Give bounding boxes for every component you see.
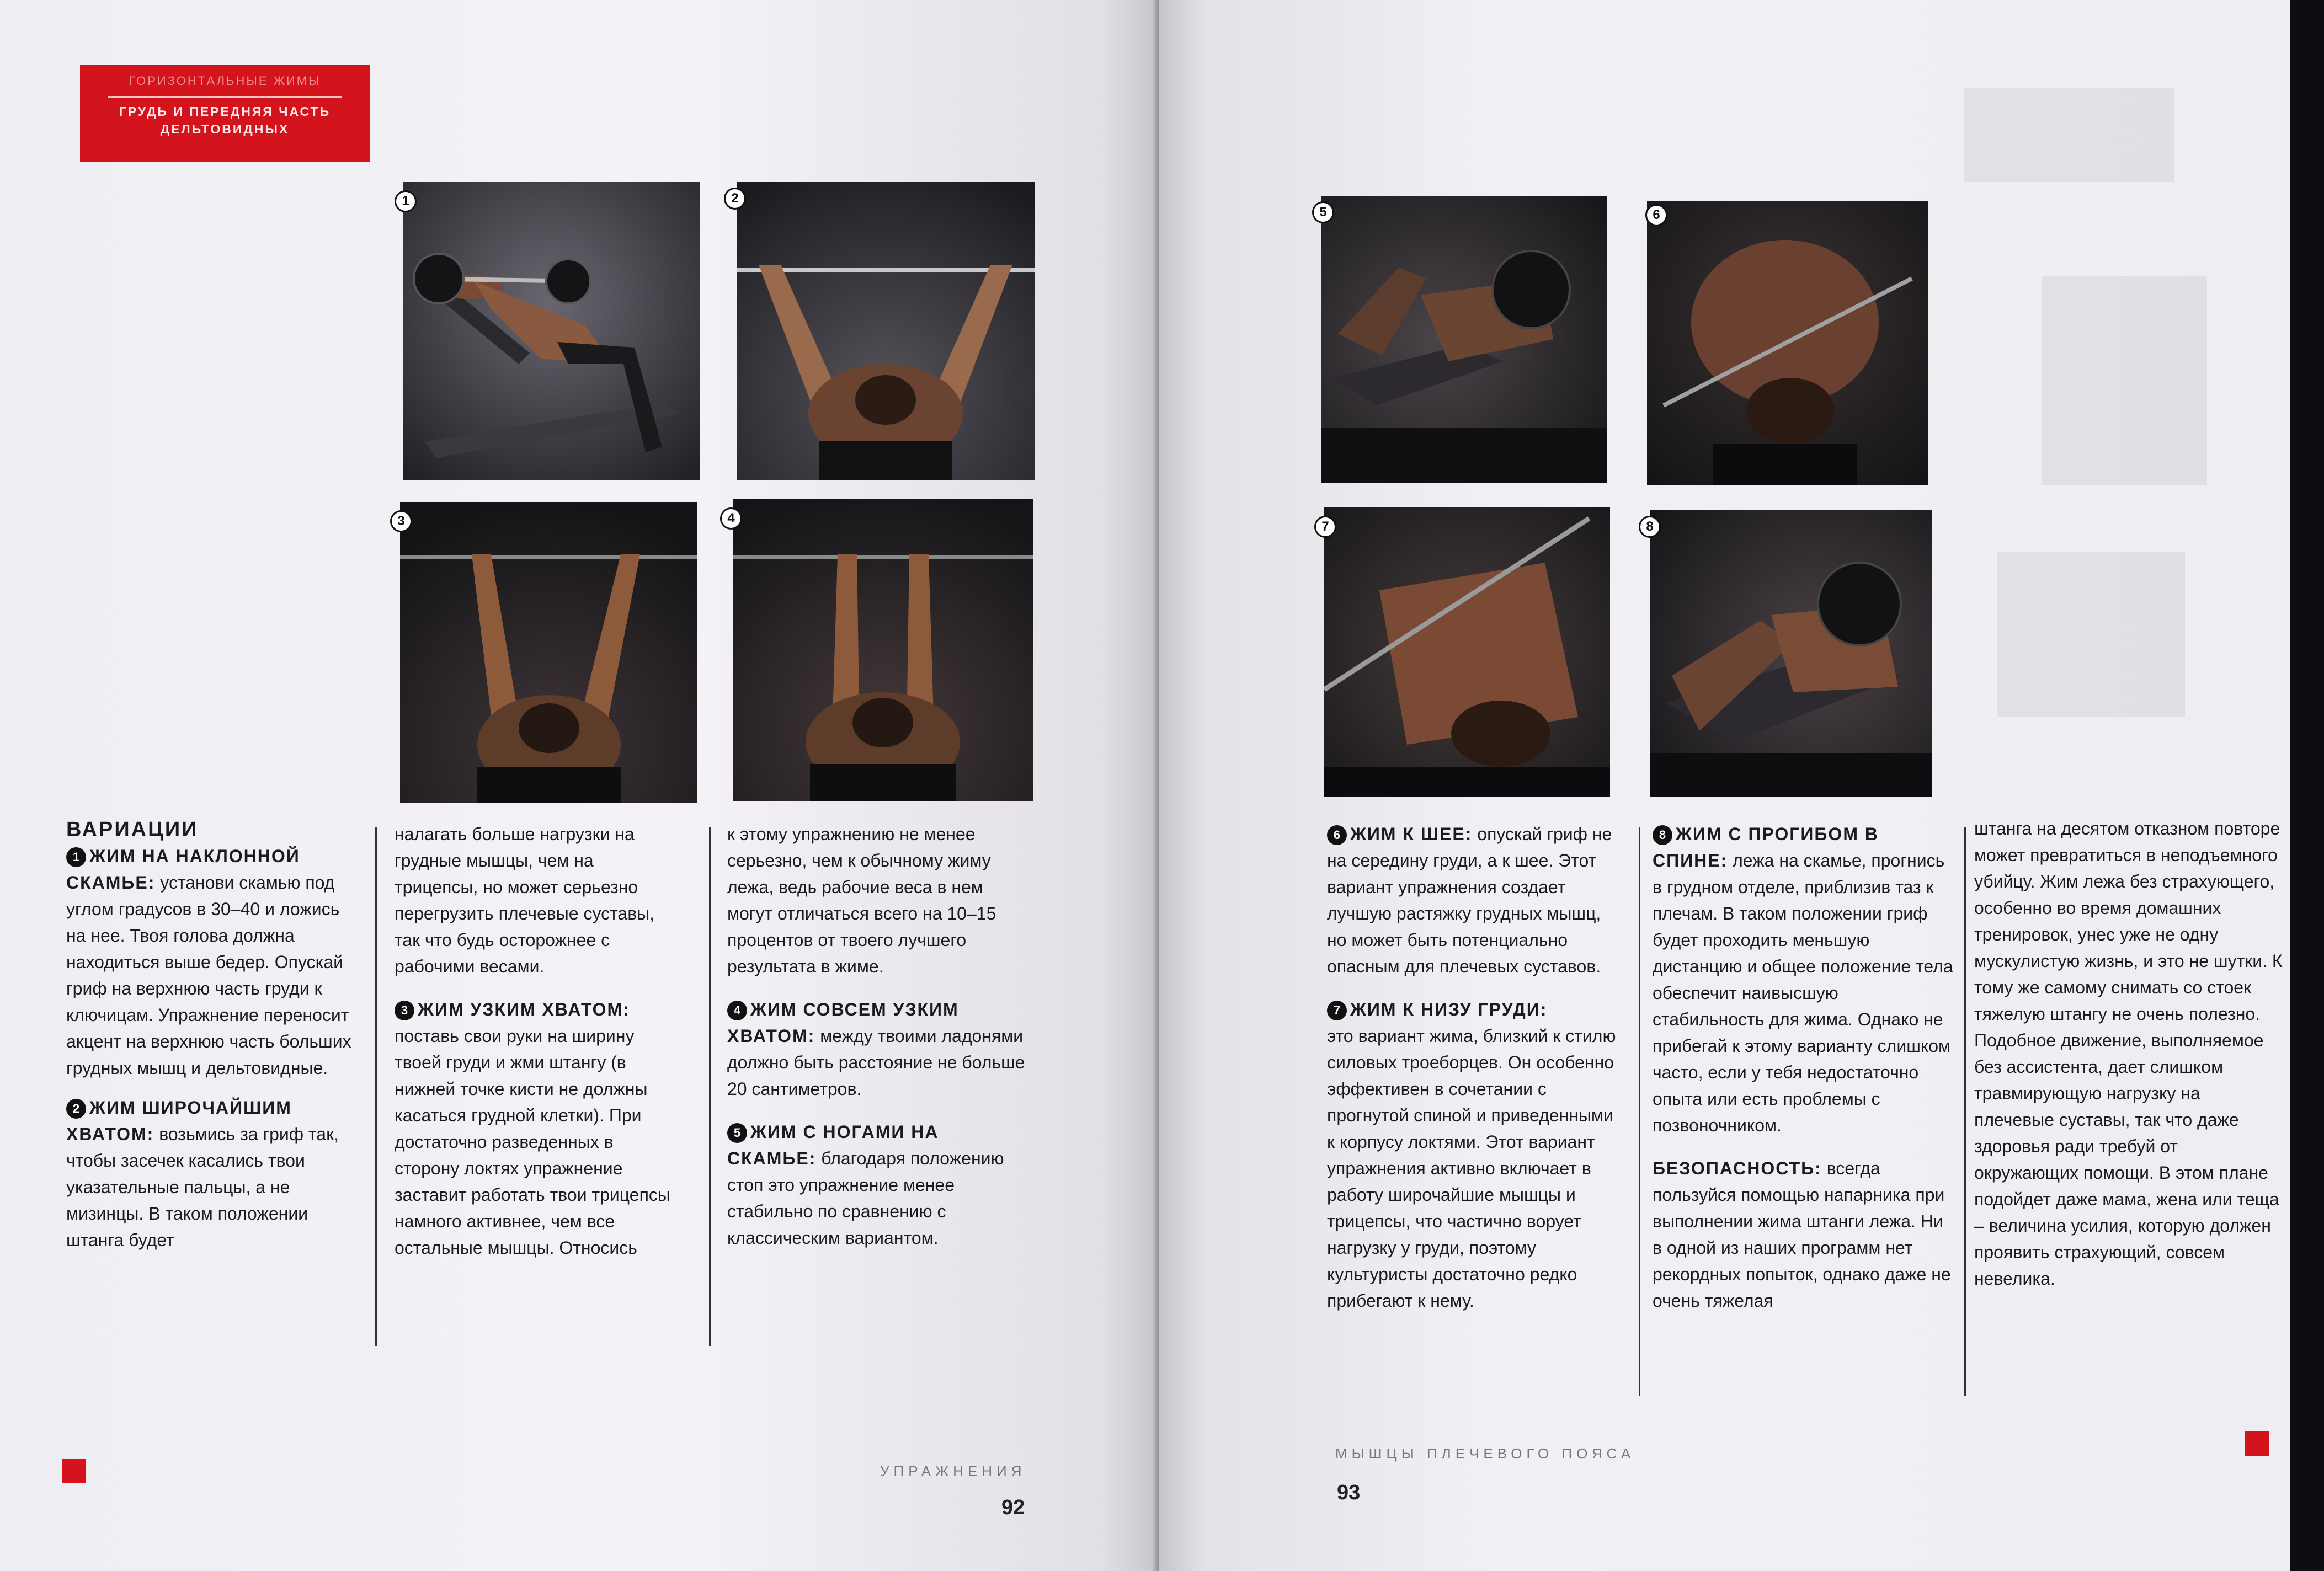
variation-number-3: 3 — [395, 1001, 414, 1020]
section-label-main: ГРУДЬ И ПЕРЕДНЯЯ ЧАСТЬ ДЕЛЬТОВИДНЫХ — [119, 104, 331, 136]
variations-heading: ВАРИАЦИИ — [66, 818, 199, 841]
variation-number-7: 7 — [1327, 1001, 1347, 1020]
page-number: 92 — [1001, 1496, 1025, 1519]
exercise-photo-7 — [1324, 507, 1610, 797]
photo-number-7: 7 — [1314, 516, 1336, 538]
variation-number-5: 5 — [727, 1123, 747, 1143]
text-column-4 — [1327, 821, 1625, 1314]
background-shape — [1964, 88, 2174, 182]
photo-number-4: 4 — [720, 507, 742, 530]
text-column-3 — [727, 821, 1028, 1251]
column-divider — [375, 827, 377, 1346]
variation-3 — [395, 996, 681, 1261]
column-divider — [709, 827, 711, 1346]
variation-5 — [727, 1119, 1028, 1251]
photo-number-3: 3 — [390, 510, 412, 532]
col3-paragraph: к этому упражнению не менее серьезно, чем к обычному жиму лежа, ведь рабочие веса в нем могут отличаться всего на 10–15 процентов от твоего лучшего результата в жиме. — [727, 824, 996, 976]
photo-number-6: 6 — [1645, 204, 1667, 226]
book-edge — [2290, 0, 2324, 1571]
variation-4-title: ЖИМ СОВСЕМ УЗКИМ ХВАТОМ: — [727, 1000, 959, 1046]
photo-number-5: 5 — [1312, 201, 1334, 223]
variation-4-text: между твоими ладонями должно быть расстояние не больше 20 сантиметров. — [727, 1026, 1025, 1099]
exercise-photo-3 — [400, 502, 697, 803]
variation-number-6: 6 — [1327, 825, 1347, 845]
variation-number-8: 8 — [1653, 825, 1672, 845]
section-label — [80, 65, 370, 162]
section-label-rule — [108, 96, 342, 98]
variation-1 — [66, 843, 353, 1081]
text-column-6 — [1974, 815, 2283, 1292]
left-page — [0, 0, 1159, 1571]
background-shape — [2042, 276, 2207, 485]
variation-7-title: ЖИМ К НИЗУ ГРУДИ: — [1350, 1000, 1548, 1019]
variation-5-title: ЖИМ С НОГАМИ НА СКАМЬЕ: — [727, 1122, 939, 1168]
page-number: 93 — [1337, 1481, 1361, 1504]
section-label-top: ГОРИЗОНТАЛЬНЫЕ ЖИМЫ — [129, 74, 321, 88]
variation-6-text: опускай гриф не на середину груди, а к шее. Этот вариант упражнения создает лучшую растяжку грудных мышц, но может быть потенциально опасным для плечевых суставов. — [1327, 824, 1612, 976]
variation-7-text: это вариант жима, близкий к стилю силовых троеборцев. Он особенно эффективен в сочетании с прогнутой спиной и приведенными к корпусу локтями. Этот вариант упражнения активно включает в работу широчайшие мышцы и трицепсы, что частично ворует нагрузку у груди, поэтому культуристы достаточно редко прибегают к нему. — [1327, 1026, 1616, 1311]
exercise-photo-2 — [737, 182, 1035, 480]
variation-8 — [1653, 821, 1953, 1139]
variation-5-text: благодаря положению стоп это упражнение менее стабильно по сравнению с классическим вариантом. — [727, 1148, 1004, 1248]
safety-text: всегда пользуйся помощью напарника при выполнении жима штанги лежа. Ни в одной из наших программ нет рекордных попыток, однако даже не очень тяжелая — [1653, 1158, 1951, 1311]
variation-8-title: ЖИМ С ПРОГИБОМ В СПИНЕ: — [1653, 824, 1879, 870]
right-page — [1159, 0, 2290, 1571]
column-divider — [1639, 827, 1640, 1396]
exercise-photo-5 — [1321, 196, 1607, 483]
exercise-photo-8 — [1650, 510, 1932, 797]
photo-number-2: 2 — [724, 188, 746, 210]
variation-2 — [66, 1094, 353, 1253]
photo-number-8: 8 — [1639, 516, 1661, 538]
variation-3-text: поставь свои руки на ширину твоей груди и жми штангу (в нижней точке кисти не должны касаться грудной клетки). При достаточно разведенных в сторону локтях упражнение заставит работать твои трицепсы намного активнее, чем все остальные мышцы. Относись — [395, 1026, 670, 1258]
variation-7 — [1327, 996, 1625, 1314]
page-marker — [2245, 1431, 2269, 1456]
exercise-photo-1 — [403, 182, 700, 480]
safety-note — [1653, 1155, 1953, 1314]
page-marker — [62, 1459, 86, 1483]
variation-6 — [1327, 821, 1625, 980]
variation-2-text: возьмись за гриф так, чтобы засечек касались твои указательные пальцы, а не мизинцы. В таком положении штанга будет — [66, 1124, 339, 1250]
variation-number-1: 1 — [66, 847, 86, 867]
column-divider — [1964, 827, 1966, 1396]
exercise-photo-4 — [733, 499, 1033, 801]
variation-number-2: 2 — [66, 1099, 86, 1119]
safety-title: БЕЗОПАСНОСТЬ: — [1653, 1158, 1822, 1178]
text-column-2 — [395, 821, 681, 1261]
variation-1-title: ЖИМ НА НАКЛОННОЙ СКАМЬЕ: — [66, 846, 300, 893]
text-column-5 — [1653, 821, 1953, 1314]
variation-number-4: 4 — [727, 1001, 747, 1020]
variation-6-title: ЖИМ К ШЕЕ: — [1350, 824, 1473, 844]
background-shape — [1997, 552, 2185, 717]
text-column-1 — [66, 816, 353, 1253]
variation-1-text: установи скамью под углом градусов в 30–40 и ложись на нее. Твоя голова должна находиться выше бедер. Опускай гриф на верхнюю часть груди к ключицам. Упражнение переносит акцент на верхнюю часть больших грудных мышц и дельтовидные. — [66, 873, 351, 1078]
variation-8-text: лежа на скамье, прогнись в грудном отделе, приблизив таз к плечам. В таком положении гриф будет проходить меньшую дистанцию и общее положение тела обеспечит наивысшую стабильность для жима. Однако не прибегай к этому варианту слишком часто, если у тебя недостаточно опыта или есть проблемы с позвоночником. — [1653, 851, 1953, 1135]
variation-2-title: ЖИМ ШИРОЧАЙШИМ ХВАТОМ: — [66, 1098, 292, 1144]
variation-4 — [727, 996, 1028, 1102]
footer-label: МЫШЦЫ ПЛЕЧЕВОГО ПОЯСА — [1335, 1445, 1635, 1462]
photo-number-1: 1 — [395, 190, 417, 212]
exercise-photo-6 — [1647, 201, 1928, 485]
col2-paragraph: налагать больше нагрузки на грудные мышцы, чем на трицепсы, но может серьезно перегрузить плечевые суставы, так что будь осторожнее с рабочими весами. — [395, 824, 655, 976]
variation-3-title: ЖИМ УЗКИМ ХВАТОМ: — [418, 1000, 630, 1019]
footer-label: УПРАЖНЕНИЯ — [880, 1463, 1026, 1479]
col6-paragraph: штанга на десятом отказном повторе может превратиться в неподъемного убийцу. Жим лежа без страхующего, особенно во время домашних тренировок, унес уже не одну мускулистую жизнь, и это не шутки. К тому же самому снимать со стоек тяжелую штангу не очень полезно. Подобное движение, выполняемое без ассистента, дает слишком травмирующую нагрузку на плечевые суставы, так что даже здоровья ради требуй от окружающих помощи. В этом плане подойдет даже мама, жена или теща – величина усилия, которую должен проявить страхующий, совсем невелика. — [1974, 819, 2283, 1289]
